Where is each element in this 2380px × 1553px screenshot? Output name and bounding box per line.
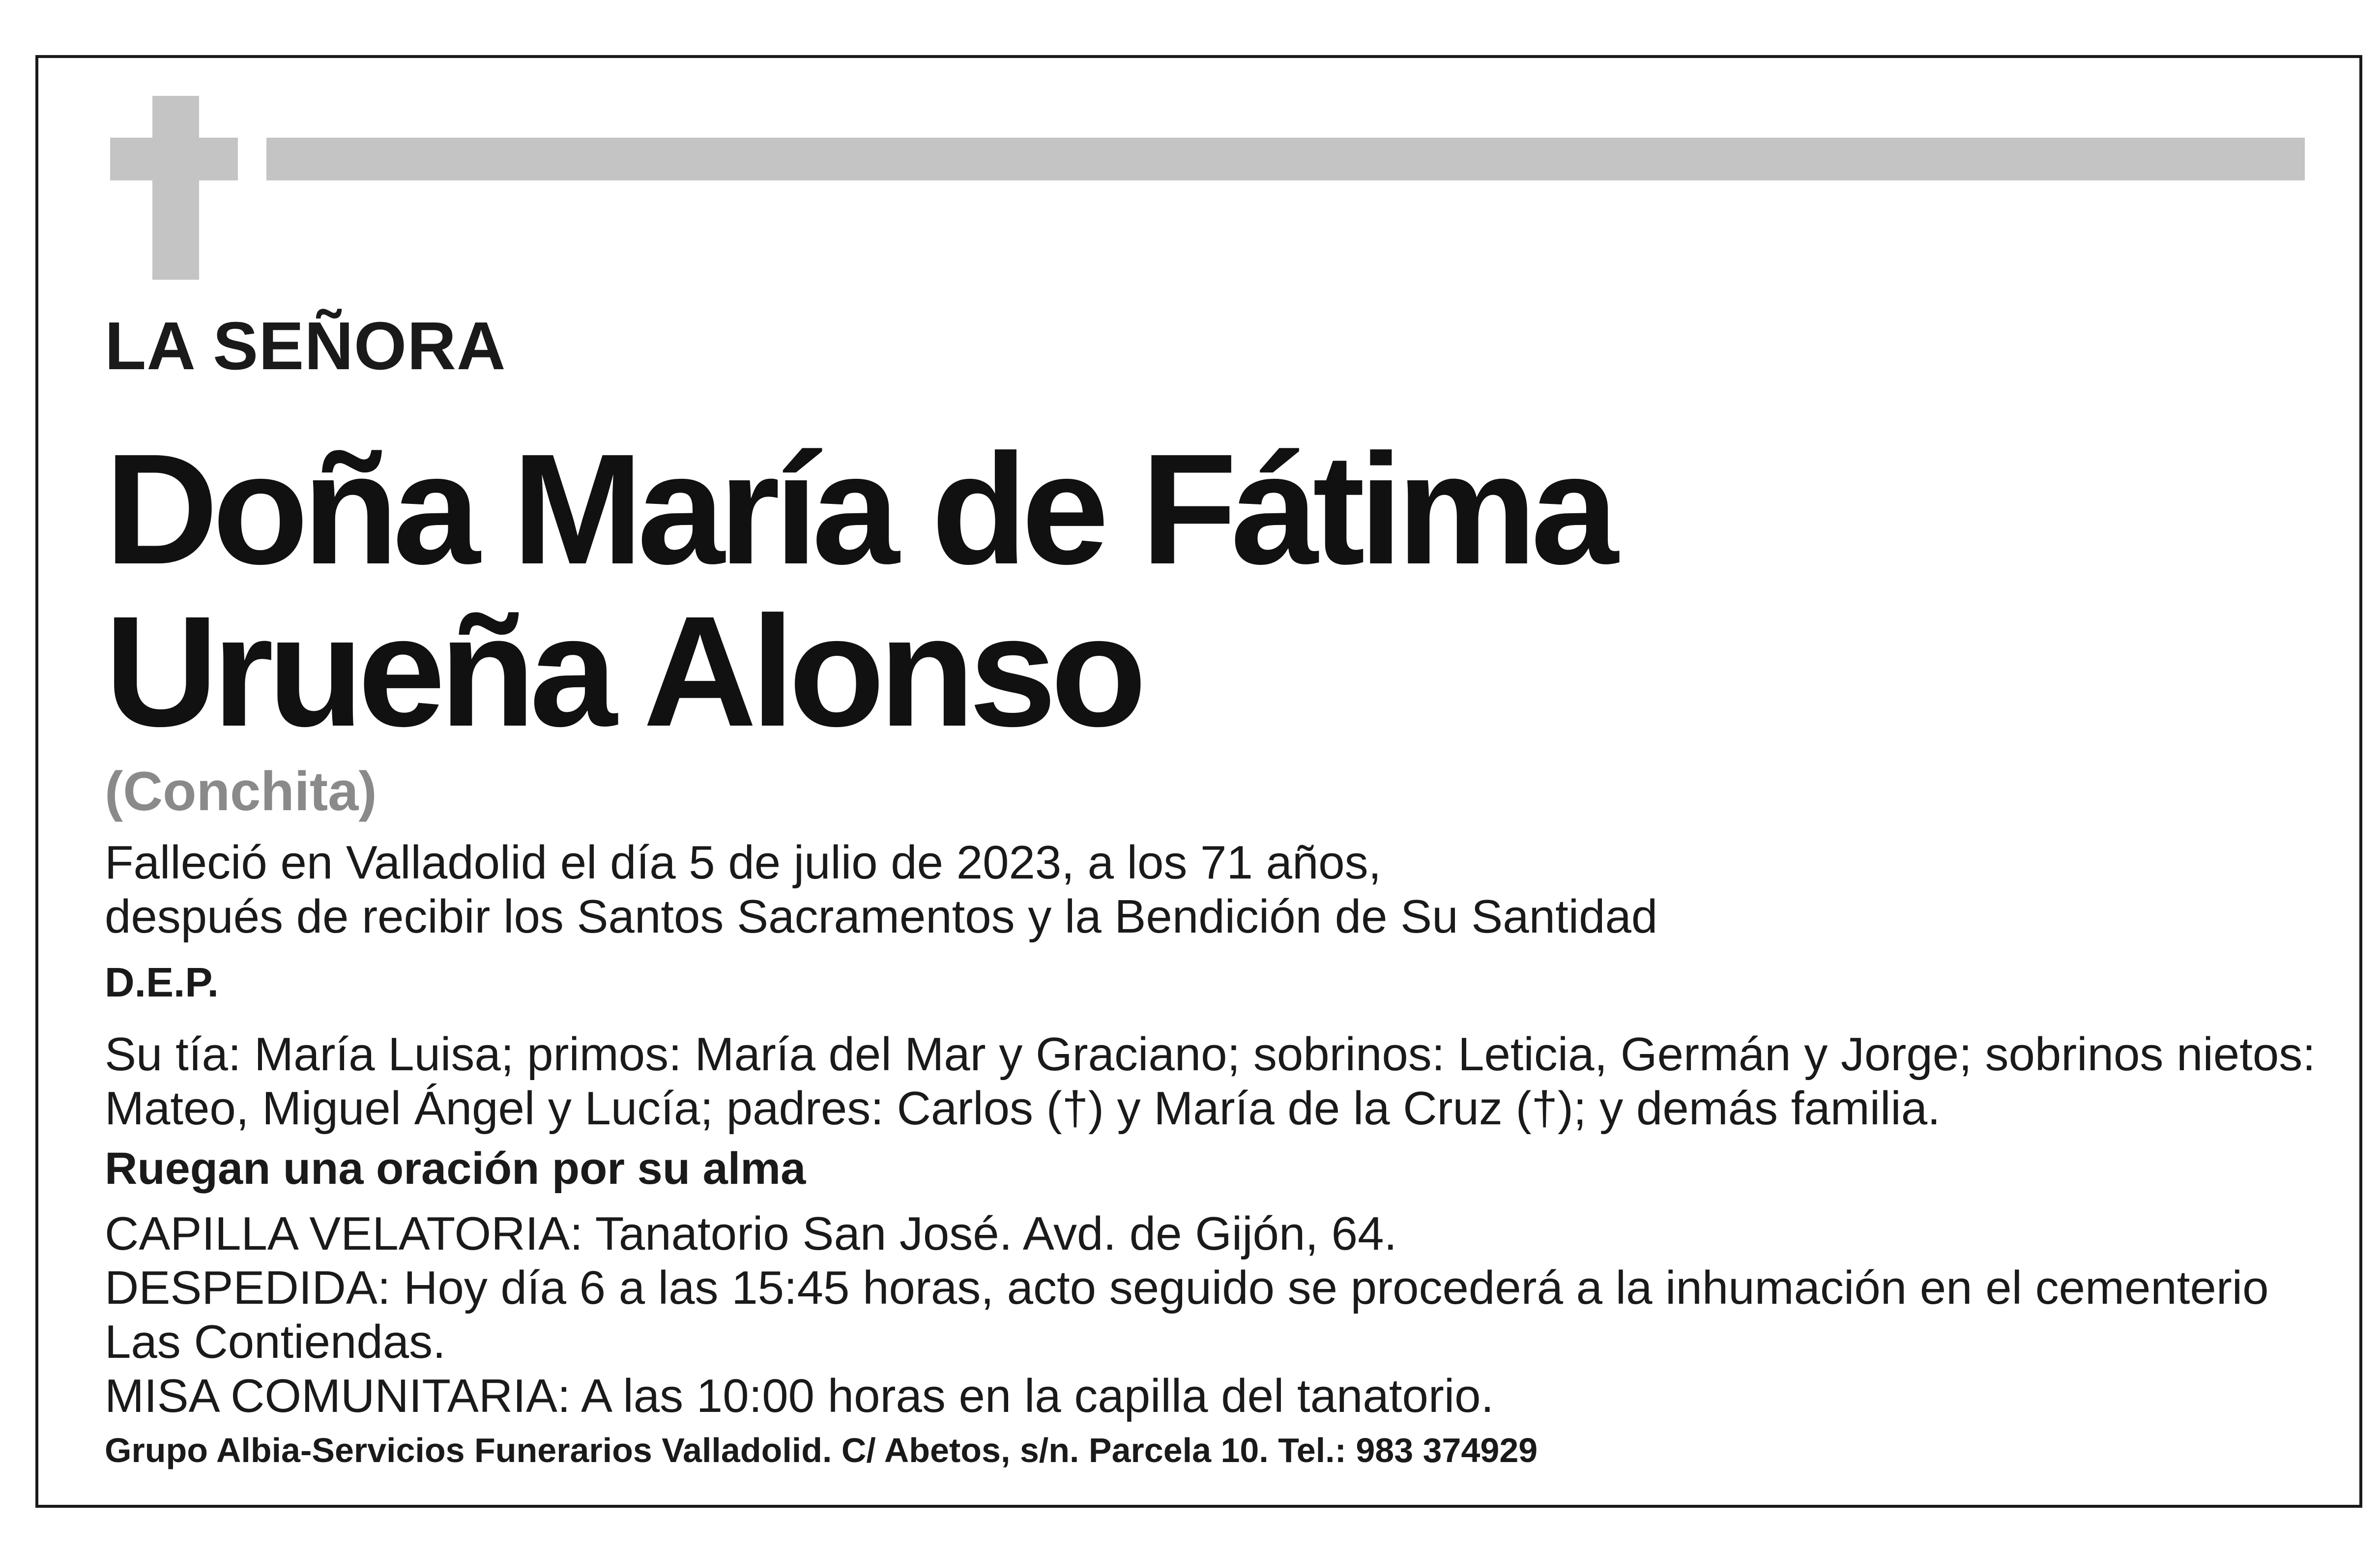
service-line: Las Contiendas. (105, 1316, 446, 1368)
service-line: DESPEDIDA: Hoy día 6 a las 15:45 horas, acto seguido se procederá a la inhumación en el cementerio (105, 1261, 2269, 1314)
header-rule (266, 138, 2305, 180)
nickname: (Conchita) (105, 761, 377, 822)
deceased-name (105, 421, 1613, 759)
service-line: MISA COMUNITARIA: A las 10:00 horas en la capilla del tanatorio. (105, 1370, 1494, 1422)
cross-icon-arm (110, 138, 238, 180)
deceased-name-line: Doña María de Fátima (105, 421, 1613, 597)
notice-title: LA SEÑORA (105, 308, 506, 384)
family-line: Su tía: María Luisa; primos: María del Mar y Graciano; sobrinos: Leticia, Germán y Jorge; sobrinos nietos: (105, 1028, 2316, 1081)
deceased-name-line: Urueña Alonso (105, 583, 1141, 759)
family-line: Mateo, Miguel Ángel y Lucía; padres: Carlos (†) y María de la Cruz (†); y demás familia. (105, 1082, 1941, 1135)
dep-label: D.E.P. (105, 959, 219, 1005)
death-statement (105, 836, 1657, 944)
death-line: después de recibir los Santos Sacramentos y la Bendición de Su Santidad (105, 890, 1658, 943)
prayer-request: Ruegan una oración por su alma (105, 1143, 806, 1194)
death-line: Falleció en Valladolid el día 5 de julio de 2023, a los 71 años, (105, 836, 1382, 889)
service-line: CAPILLA VELATORIA: Tanatorio San José. Avd. de Gijón, 64. (105, 1207, 1397, 1260)
family-list (105, 1027, 2316, 1136)
cross-icon (152, 96, 199, 280)
service-details (105, 1207, 2269, 1423)
funeral-home-footer: Grupo Albia-Servicios Funerarios Valladolid. C/ Abetos, s/n. Parcela 10. Tel.: 983 374929 (105, 1431, 1538, 1469)
